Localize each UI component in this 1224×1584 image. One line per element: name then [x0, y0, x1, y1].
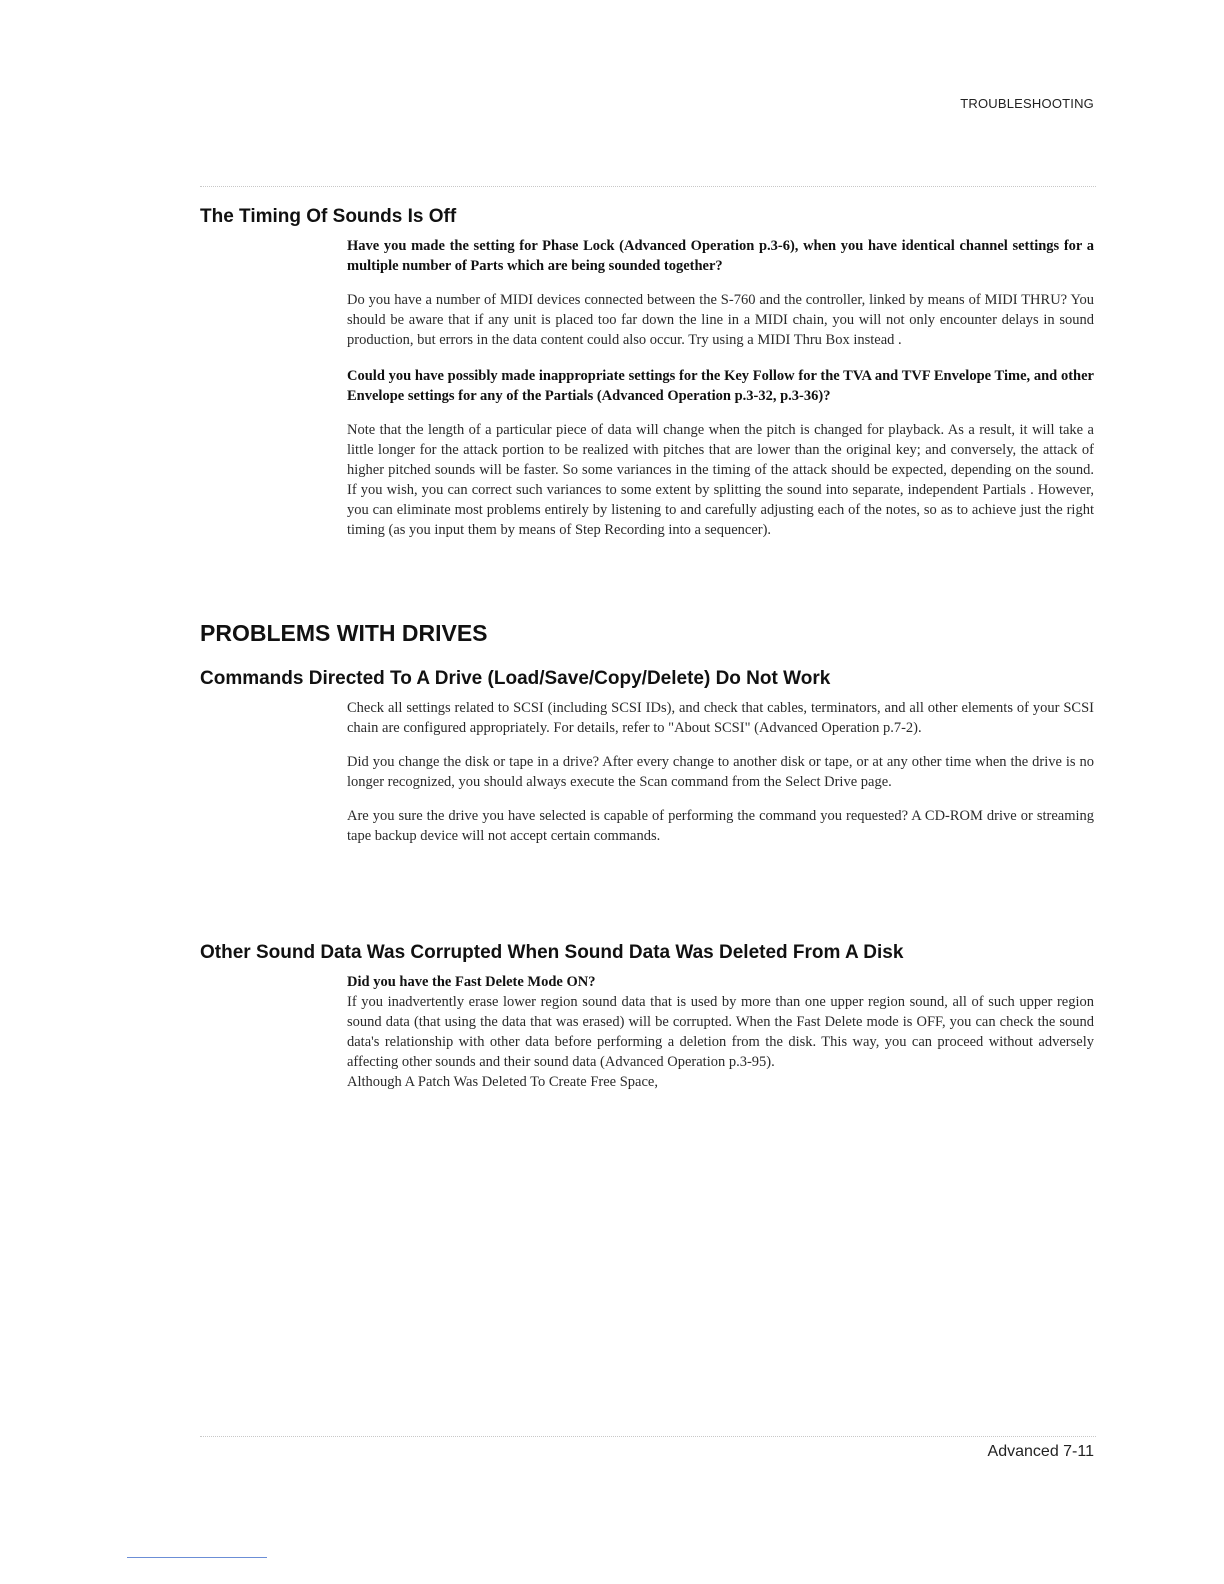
- para-scsi-settings: Check all settings related to SCSI (including SCSI IDs), and check that cables, terminators, and all other elements of your SCSI chain are configured appropriately. For details, refer to "About SCSI" (Advanced Operation p.7-2).: [347, 700, 1094, 736]
- section-heading-corrupted-data: Other Sound Data Was Corrupted When Sound Data Was Deleted From A Disk: [200, 942, 904, 963]
- section-heading-timing: The Timing Of Sounds Is Off: [200, 206, 457, 227]
- para-drive-capability: Are you sure the drive you have selected is capable of performing the command you requested? A CD-ROM drive or streaming tape backup device will not accept certain commands.: [347, 808, 1094, 844]
- answer-attack-timing: Note that the length of a particular piece of data will change when the pitch is changed for playback. As a result, it will take a little longer for the attack portion to be realized with pitches that are lower than the original key; and conversely, the attack of higher pitched sounds will be faster. So some variances in the timing of the attack should be expected, depending on the sound. If you wish, you can correct such variances to some extent by splitting the sound into separate, independent Partials . However, you can eliminate most problems entirely by listening to and carefully adjusting each of the notes, so as to achieve just the right timing (as you input them by means of Step Recording into a sequencer).: [347, 422, 1094, 538]
- answer-midi-thru: Do you have a number of MIDI devices connected between the S-760 and the controller, linked by means of MIDI THRU? You should be aware that if any unit is placed too far down the line in a MIDI chain, you will not only encounter delays in sound production, but errors in the data content could also occur. Try using a MIDI Thru Box instead .: [347, 292, 1094, 348]
- question-phase-lock: Have you made the setting for Phase Lock (Advanced Operation p.3-6), when you have identical channel settings for a multiple number of Parts which are being sounded together?: [347, 238, 1094, 274]
- para-fast-delete: If you inadvertently erase lower region sound data that is used by more than one upper region sound, all of such upper region sound data (that using the data that was erased) will be corrupted. When the Fast Delete mode is OFF, you can check the sound data's relationship with other data before performing a deletion from the disk. This way, you can proceed without adversely affecting other sounds and their sound data (Advanced Operation p.3-95).: [347, 994, 1094, 1070]
- para-disk-change: Did you change the disk or tape in a drive? After every change to another disk or tape, or at any other time when the drive is no longer recognized, you should always execute the Scan command from the Select Drive page.: [347, 754, 1094, 790]
- top-divider: [200, 186, 1096, 187]
- running-header: TROUBLESHOOTING: [960, 96, 1094, 111]
- major-heading-drives: PROBLEMS WITH DRIVES: [200, 620, 488, 646]
- section-body-corrupted-data: [347, 972, 1094, 1092]
- section-body-timing: [347, 236, 1094, 540]
- bottom-divider: [200, 1436, 1096, 1437]
- para-patch-deleted: Although A Patch Was Deleted To Create Free Space,: [347, 1074, 658, 1090]
- section-heading-drive-commands: Commands Directed To A Drive (Load/Save/Copy/Delete) Do Not Work: [200, 668, 831, 689]
- question-fast-delete: Did you have the Fast Delete Mode ON?: [347, 974, 596, 990]
- section-body-drive-commands: [347, 698, 1094, 846]
- page-number: Advanced 7-11: [987, 1443, 1094, 1460]
- question-key-follow: Could you have possibly made inappropriate settings for the Key Follow for the TVA and TVF Envelope Time, and other Envelope settings for any of the Partials (Advanced Operation p.3-32, p.3-36)?: [347, 368, 1094, 404]
- corner-mark: [127, 1557, 267, 1558]
